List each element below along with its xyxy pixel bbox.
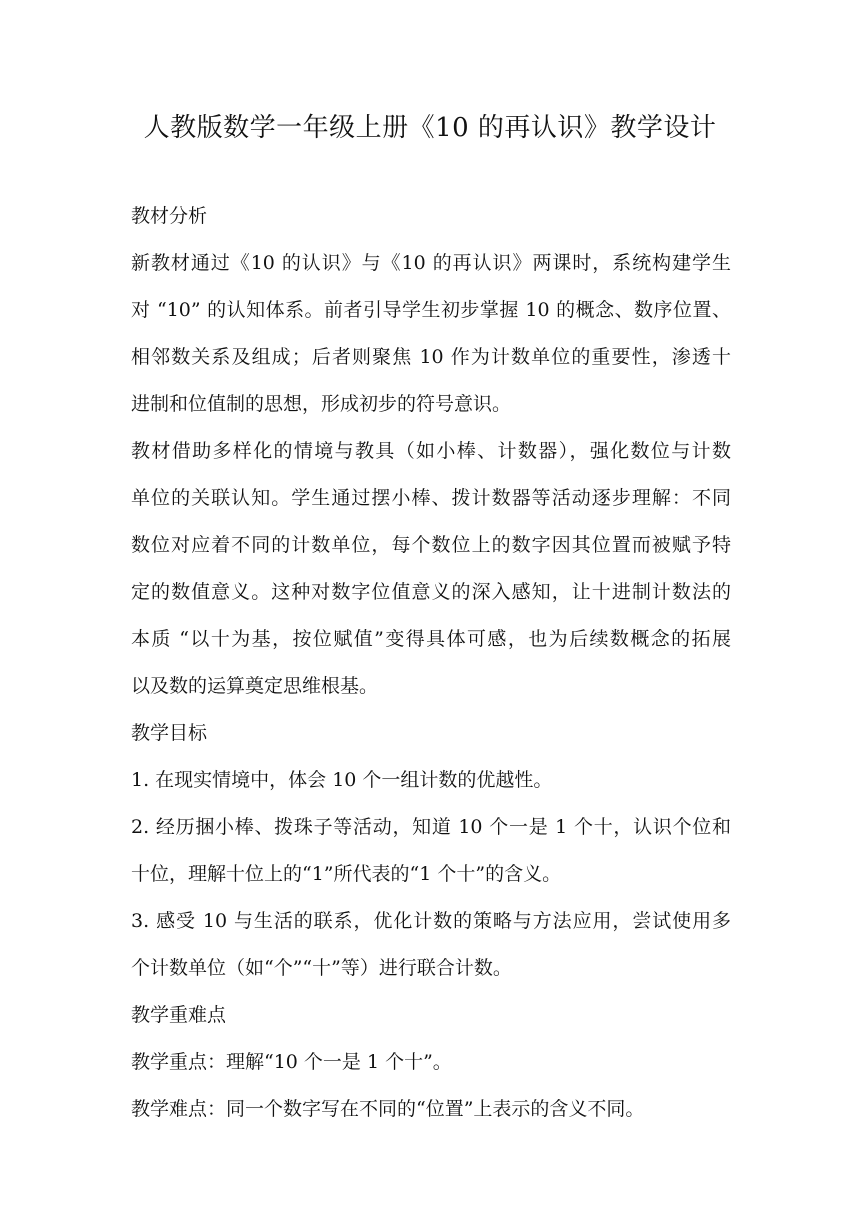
section-heading-teaching-goals: 教学目标 [131,722,208,744]
text-line: 单位的关联认知。学生通过摆小棒、拨计数器等活动逐步理解：不同 [131,487,731,509]
text-line: 对 “10” 的认知体系。前者引导学生初步掌握 10 的概念、数序位置、 [131,299,731,321]
text-line: 以及数的运算奠定思维根基。 [131,675,379,697]
document-body [131,200,731,1140]
list-item [131,905,731,999]
text-line: 教材借助多样化的情境与教具（如小棒、计数器），强化数位与计数 [131,440,731,462]
text-line: 3. 感受 10 与生活的联系，优化计数的策略与方法应用，尝试使用多 [131,910,731,932]
text-line: 数位对应着不同的计数单位，每个数位上的数字因其位置而被赋予特 [131,534,731,556]
paragraph [131,1093,731,1140]
text-line: 进制和位值制的思想，形成初步的符号意识。 [131,393,512,415]
text-line: 教学重点：理解“10 个一是 1 个十”。 [131,1051,452,1073]
text-line: 个计数单位（如“个”“十”等）进行联合计数。 [131,957,512,979]
text-line: 本质 “以十为基，按位赋值”变得具体可感，也为后续数概念的拓展 [131,628,731,650]
list-item [131,811,731,905]
text-line: 相邻数关系及组成；后者则聚焦 10 作为计数单位的重要性，渗透十 [131,346,731,368]
paragraph [131,435,731,717]
text-line: 十位，理解十位上的“1”所代表的“1 个十”的含义。 [131,863,562,885]
text-line: 1. 在现实情境中，体会 10 个一组计数的优越性。 [131,769,553,791]
text-line: 定的数值意义。这种对数字位值意义的深入感知，让十进制计数法的 [131,581,731,603]
section-heading-key-difficulties: 教学重难点 [131,1004,227,1026]
text-line: 新教材通过《10 的认识》与《10 的再认识》两课时，系统构建学生 [131,252,731,274]
text-line: 教学难点：同一个数字写在不同的“位置”上表示的含义不同。 [131,1098,645,1120]
document-title: 人教版数学一年级上册《10 的再认识》教学设计 [143,113,717,143]
section-heading-textbook-analysis: 教材分析 [131,205,208,227]
list-item [131,764,731,811]
paragraph [131,247,731,435]
text-line: 2. 经历捆小棒、拨珠子等活动，知道 10 个一是 1 个十，认识个位和 [131,816,731,838]
paragraph [131,1046,731,1093]
